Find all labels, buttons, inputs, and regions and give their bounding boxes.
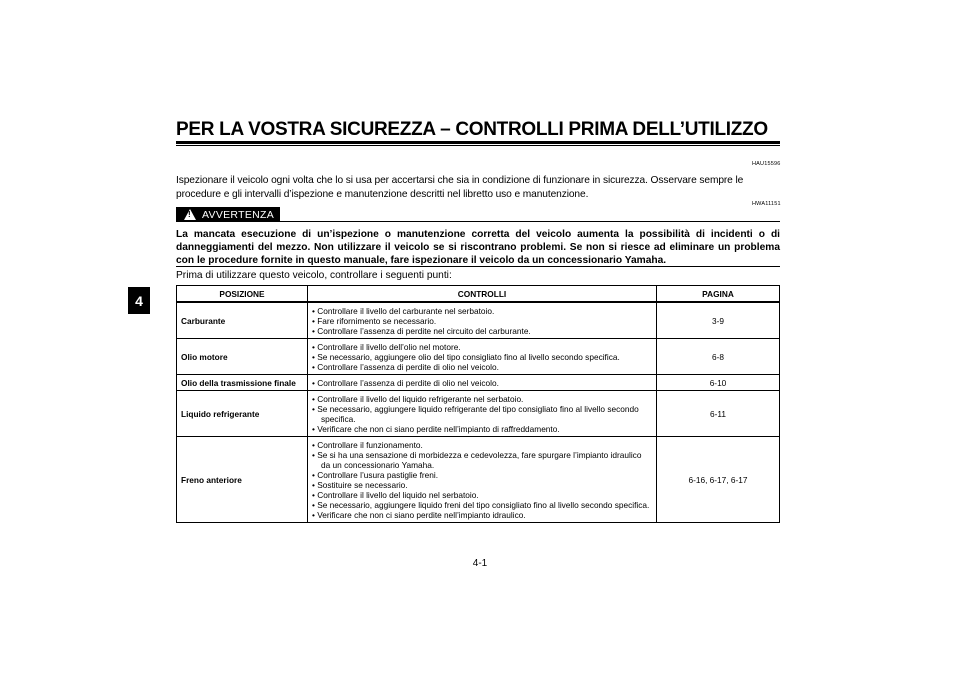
header-position: POSIZIONE <box>177 286 308 303</box>
check-item: • Controllare l’assenza di perdite di olio nel veicolo. <box>312 362 499 372</box>
row-checks <box>308 375 657 391</box>
row-page: 6-8 <box>657 339 780 375</box>
check-item: • Se necessario, aggiungere liquido refrigerante del tipo consigliato fino al livello secondo specifica. <box>312 404 639 424</box>
check-item: • Se si ha una sensazione di morbidezza e cedevolezza, fare spurgare l’impianto idraulico da un concessionario Yamaha. <box>312 450 642 470</box>
check-item: • Sostituire se necessario. <box>312 480 408 490</box>
table-row <box>177 339 780 375</box>
check-item: • Controllare l’assenza di perdite di olio nel veicolo. <box>312 378 499 388</box>
check-item: • Controllare il funzionamento. <box>312 440 423 450</box>
row-page: 6-16, 6-17, 6-17 <box>657 437 780 523</box>
row-page: 6-11 <box>657 391 780 437</box>
checks-list <box>312 440 652 520</box>
table-body <box>177 302 780 523</box>
intro-paragraph: Ispezionare il veicolo ogni volta che lo si usa per accertarsi che sia in condizione di funzionare in sicurezza. Osservare sempre le procedure e gli intervalli d’ispezione e manutenzione descritti nel libretto uso e manutenzione. <box>176 175 744 200</box>
before-use-text: Prima di utilizzare questo veicolo, controllare i seguenti punti: <box>176 270 452 281</box>
row-checks <box>308 391 657 437</box>
table-row <box>177 391 780 437</box>
check-item: • Verificare che non ci siano perdite nell’impianto idraulico. <box>312 510 526 520</box>
warning-end-rule <box>176 266 780 267</box>
checks-list <box>312 342 652 372</box>
title-rule-thin <box>176 145 780 146</box>
header-checks: CONTROLLI <box>308 286 657 303</box>
row-position: Olio della trasmissione finale <box>177 375 308 391</box>
warning-triangle-icon <box>184 209 196 220</box>
row-checks <box>308 437 657 523</box>
check-item: • Controllare il livello del carburante nel serbatoio. <box>312 306 495 316</box>
row-page: 6-10 <box>657 375 780 391</box>
table-header-row <box>177 286 780 303</box>
checks-list <box>312 394 652 434</box>
section-tab: 4 <box>128 287 150 314</box>
check-item: • Controllare il livello del liquido refrigerante nel serbatoio. <box>312 394 524 404</box>
check-item: • Fare rifornimento se necessario. <box>312 316 437 326</box>
warning-rule <box>280 221 780 222</box>
title-rule <box>176 141 780 144</box>
checks-list <box>312 378 652 388</box>
page-number: 4-1 <box>472 558 488 569</box>
checks-list <box>312 306 652 336</box>
intro-code: HAU15596 <box>752 161 781 167</box>
check-item: • Controllare l’usura pastiglie freni. <box>312 470 439 480</box>
warning-code: HWA11151 <box>752 201 781 207</box>
check-item: • Se necessario, aggiungere liquido freni del tipo consigliato fino al livello secondo specifica. <box>312 500 650 510</box>
check-item: • Se necessario, aggiungere olio del tipo consigliato fino al livello secondo specifica. <box>312 352 620 362</box>
check-item: • Controllare il livello del liquido nel serbatoio. <box>312 490 479 500</box>
check-item: • Verificare che non ci siano perdite nell’impianto di raffreddamento. <box>312 424 560 434</box>
row-checks <box>308 302 657 339</box>
table-row <box>177 437 780 523</box>
row-page: 3-9 <box>657 302 780 339</box>
row-checks <box>308 339 657 375</box>
warning-badge <box>176 207 280 222</box>
table-row <box>177 375 780 391</box>
row-position: Carburante <box>177 302 308 339</box>
row-position: Liquido refrigerante <box>177 391 308 437</box>
warning-text: La mancata esecuzione di un’ispezione o manutenzione corretta del veicolo aumenta la possibilità di incidenti o di danneggiamenti del mezzo. Non utilizzare il veicolo se si riscontrano problemi. Se non si riesce ad eliminare un problema con le procedure fornite in questo manuale, fare ispezionare il veicolo da un concessionario Yamaha. <box>176 229 780 266</box>
page-title: PER LA VOSTRA SICUREZZA – CONTROLLI PRIMA DELL’UTILIZZO <box>176 119 768 140</box>
row-position: Olio motore <box>177 339 308 375</box>
checks-table <box>176 285 780 523</box>
check-item: • Controllare il livello dell’olio nel motore. <box>312 342 461 352</box>
warning-label: AVVERTENZA <box>202 208 275 221</box>
header-page: PAGINA <box>657 286 780 303</box>
table-row <box>177 302 780 339</box>
row-position: Freno anteriore <box>177 437 308 523</box>
check-item: • Controllare l’assenza di perdite nel circuito del carburante. <box>312 326 531 336</box>
